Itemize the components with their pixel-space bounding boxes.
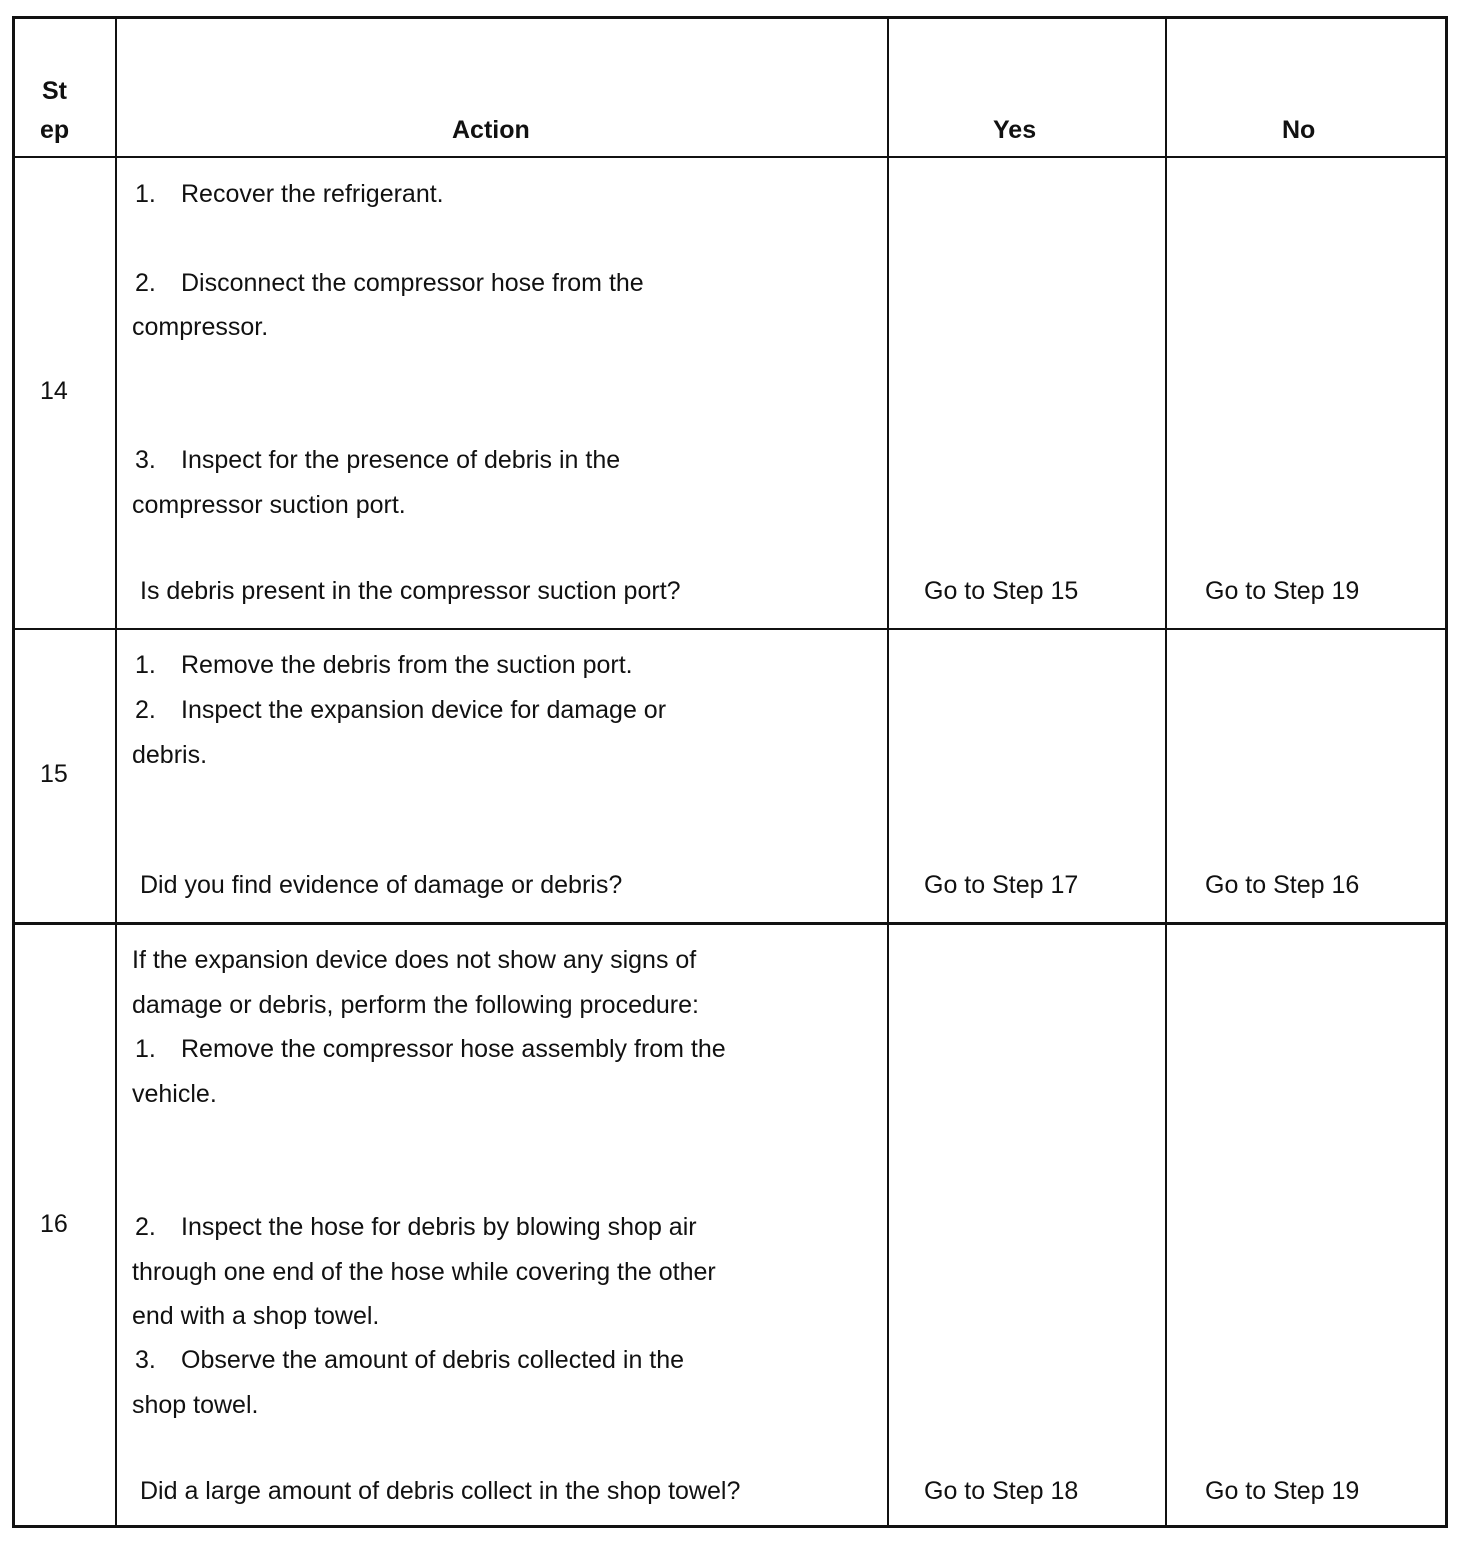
row-divider (15, 628, 1445, 630)
no-result: Go to Step 19 (1205, 577, 1360, 605)
header-yes: Yes (993, 116, 1037, 144)
column-divider (115, 19, 117, 1525)
row-divider (15, 156, 1445, 158)
step-number: 16 (40, 1210, 68, 1238)
column-divider (887, 19, 889, 1525)
step-number: 15 (40, 760, 68, 788)
action-question: Did you find evidence of damage or debris? (140, 871, 623, 899)
action-item-cont: end with a shop towel. (132, 1302, 380, 1330)
action-item-cont: shop towel. (132, 1391, 259, 1419)
action-item-cont: through one end of the hose while covering the other (132, 1258, 716, 1286)
action-item: 1. Recover the refrigerant. (135, 180, 444, 208)
action-item: 3. Observe the amount of debris collected in the (135, 1346, 685, 1374)
header-action: Action (452, 116, 530, 144)
action-item-cont: compressor. (132, 313, 269, 341)
action-item: 2. Disconnect the compressor hose from the (135, 269, 644, 297)
action-item-cont: vehicle. (132, 1080, 217, 1108)
header-step-line2: ep (40, 116, 70, 144)
no-result: Go to Step 16 (1205, 871, 1360, 899)
header-no: No (1282, 116, 1316, 144)
action-intro: damage or debris, perform the following procedure: (132, 991, 699, 1019)
action-item: 1. Remove the compressor hose assembly from the (135, 1035, 726, 1063)
column-divider (1165, 19, 1167, 1525)
action-question: Did a large amount of debris collect in the shop towel? (140, 1477, 741, 1505)
action-item: 3. Inspect for the presence of debris in the (135, 446, 621, 474)
action-item: 2. Inspect the expansion device for damage or (135, 696, 667, 724)
action-item-cont: compressor suction port. (132, 491, 406, 519)
no-result: Go to Step 19 (1205, 1477, 1360, 1505)
step-number: 14 (40, 377, 68, 405)
yes-result: Go to Step 18 (924, 1477, 1079, 1505)
action-item: 2. Inspect the hose for debris by blowing shop air (135, 1213, 697, 1241)
yes-result: Go to Step 15 (924, 577, 1079, 605)
header-step-line1: St (42, 77, 67, 105)
action-item: 1. Remove the debris from the suction port. (135, 651, 633, 679)
action-item-cont: debris. (132, 741, 208, 769)
yes-result: Go to Step 17 (924, 871, 1079, 899)
row-divider (15, 922, 1445, 925)
action-intro: If the expansion device does not show any signs of (132, 946, 697, 974)
action-question: Is debris present in the compressor suction port? (140, 577, 681, 605)
